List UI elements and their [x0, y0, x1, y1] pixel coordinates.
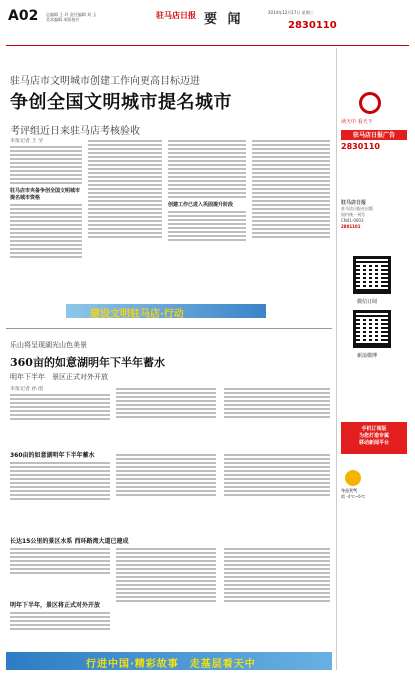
ad2-label: 驻马店日报 [341, 200, 367, 206]
brand-logo: 驻马店日报 [156, 10, 196, 20]
article2-col-1a [10, 386, 110, 446]
ad1-phone: 2830110 [341, 142, 380, 151]
article2-col-3b [224, 452, 330, 530]
article2-section2: 长达15公里的景区水系 西环路湾大道已建成 [10, 538, 129, 545]
article1-subhead2: 驻马店市夹备争创全国文明城市提名城市资格 [10, 188, 81, 201]
ad2-line-2: 国内统一刊号 [341, 212, 365, 217]
qr-code-icon [353, 310, 391, 348]
article1-kicker: 驻马店市文明城市创建工作向更高目标迈进 [10, 76, 200, 87]
weather-text: 晴 -4℃~6℃ [341, 494, 366, 499]
bottom-banner-text: 行进中国·精彩故事 走基层看天中 [86, 659, 256, 670]
article2-col-2a [116, 386, 216, 446]
ad2-block [341, 200, 407, 230]
ad2-line-1: 驻马店日报社出版 [341, 206, 373, 211]
sidebar-slogan: 读天中 看天下 [341, 119, 373, 125]
article2-col-3a [224, 386, 330, 446]
article1-col-1 [10, 138, 82, 298]
section-title: 要 闻 [204, 12, 244, 27]
editor-info [46, 12, 156, 22]
newspaper-logo-icon [341, 92, 407, 114]
editor-line-2: 美术编辑 本版校对 [46, 17, 80, 22]
divider [6, 328, 332, 329]
article1-col-4 [252, 138, 330, 298]
qr-code-icon [353, 256, 391, 294]
article2-col-1b [10, 460, 110, 530]
ad1-label: 驻马店日报广告 [341, 130, 407, 140]
article2-headline: 360亩的如意湖明年下半年蓄水 [10, 356, 165, 369]
article2-col-2c [116, 546, 216, 646]
ad2-line-3: CN41-0003 [341, 218, 364, 223]
article2-byline: 本报记者 孙 雨 [10, 386, 44, 392]
bottom-banner [6, 652, 332, 670]
qr2-label: 新浪微博 [357, 353, 378, 359]
article2-section3: 明年下半年，景区将正式对外开放 [10, 602, 101, 609]
article1-headline: 争创全国文明城市提名城市 [10, 92, 232, 113]
weather-label: 今日天气 [341, 488, 357, 493]
article2-kicker: 乐山将呈现湖光山色美景 [10, 341, 87, 349]
article2-subhead: 明年下半年 景区正式对外开放 [10, 373, 108, 381]
ad3-line-1: 手机订阅版 [361, 426, 387, 432]
issue-date: 2014年12月17日 星期三 [268, 10, 314, 15]
ad3-line-2: 为您打造专属 [358, 433, 389, 439]
article1-subhead: 考评组近日来驻马店考核验收 [10, 126, 140, 137]
banner-text: 建设文明驻马店·行动 [90, 309, 184, 320]
ad3-block [341, 422, 407, 454]
article1-col-3 [168, 138, 246, 298]
sun-icon [345, 470, 361, 486]
masthead [6, 6, 409, 46]
article2-col-1d [10, 610, 110, 648]
main-column [6, 48, 332, 670]
qr1-label: 微信订阅 [357, 299, 378, 305]
weather-block [341, 488, 407, 500]
article2-section1: 360亩的如意湖明年下半年蓄水 [10, 452, 95, 459]
editor-line-1: 总编辑 王 玲 责任编辑 刘 玉 [46, 12, 97, 17]
article2-col-3c [224, 546, 330, 646]
article1-banner [66, 304, 266, 318]
sidebar [336, 48, 409, 670]
page-code: A02 [8, 8, 39, 24]
ad3-line-3: 移动新闻平台 [358, 440, 389, 446]
article1-byline: 本报记者 王 莹 [10, 138, 44, 144]
hotline-number: 2830110 [288, 20, 337, 31]
ad2-phone: 2801101 [341, 224, 361, 229]
article1-col-2 [88, 138, 162, 298]
article1-subhead3: 创建工作已进入巩固提升阶段 [168, 202, 234, 208]
article2-col-1c [10, 546, 110, 596]
article2-col-2b [116, 452, 216, 530]
